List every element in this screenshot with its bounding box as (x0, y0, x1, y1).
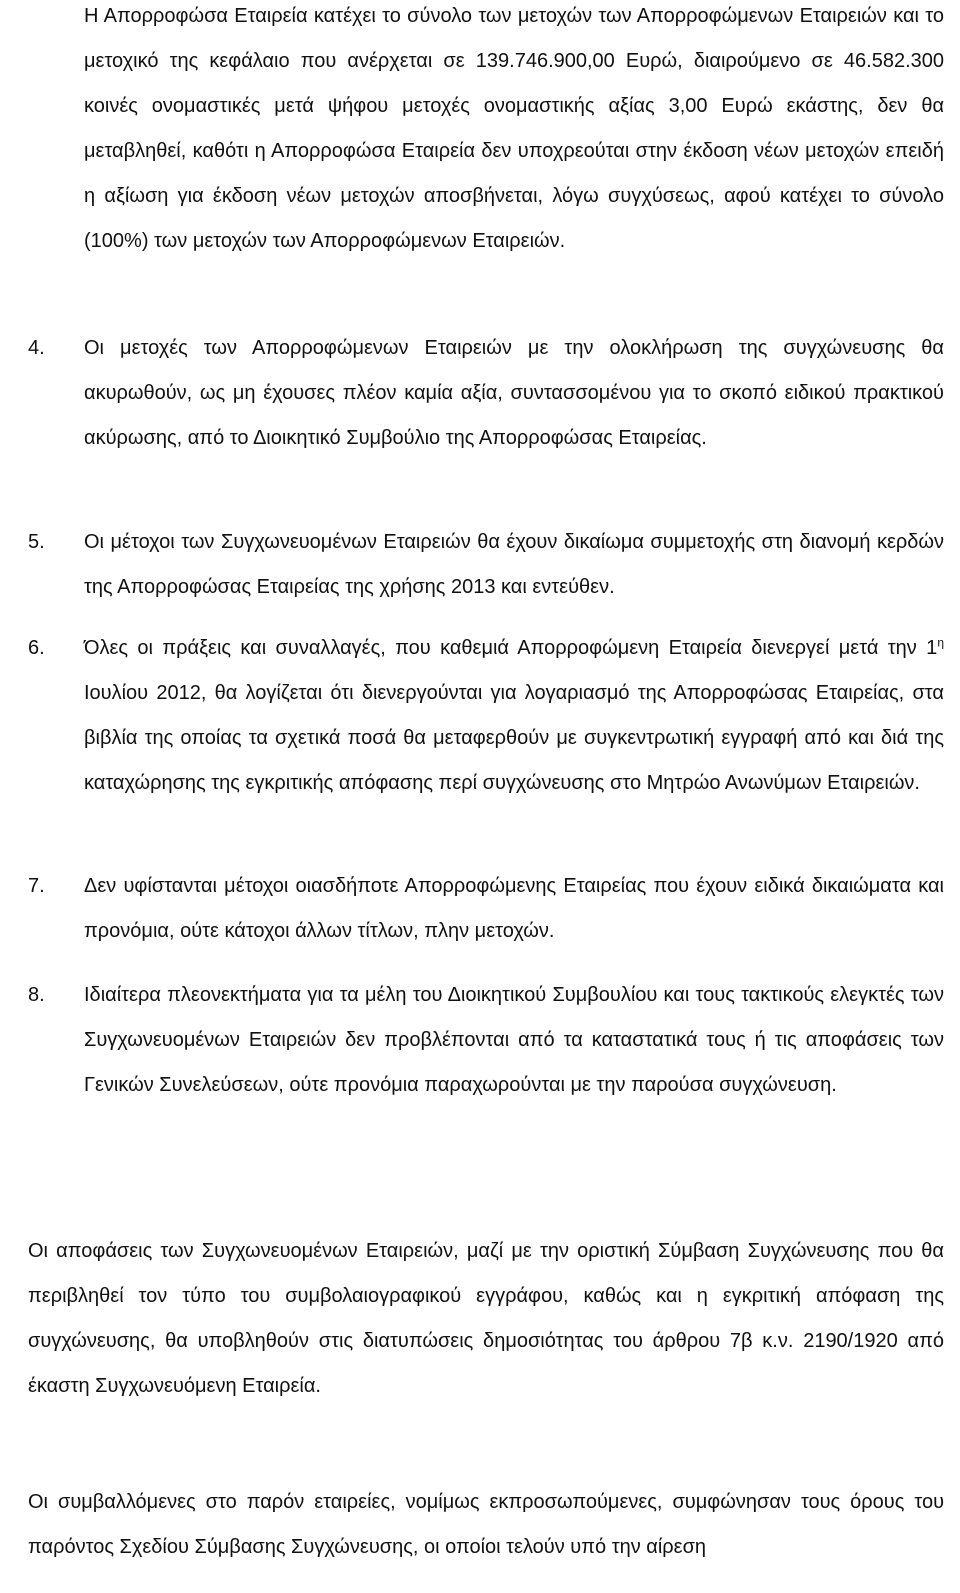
list-item-5 (28, 520, 944, 610)
item-text-part1: Όλες οι πράξεις και συναλλαγές, που καθεμιά Απορροφώμενη Εταιρεία διενεργεί μετά την 1 (84, 637, 938, 659)
item-text: Ιδιαίτερα πλεονεκτήματα για τα μέλη του Διοικητικού Συμβουλίου και τους τακτικούς ελεγκτές των Συγχωνευομένων Εταιρειών δεν προβλέπονται από τα καταστατικά τους ή τις αποφάσεις των Γενικών Συνελεύσεων, ούτε προνόμια παραχωρούνται με την παρούσα συγχώνευση. (84, 984, 944, 1096)
item-number: 6. (28, 637, 45, 659)
list-item-6 (28, 626, 944, 851)
closing-paragraph: Οι αποφάσεις των Συγχωνευομένων Εταιρειών, μαζί με την οριστική Σύμβαση Συγχώνευσης που θα περιβληθεί τον τύπο του συμβολαιογραφικού εγγράφου, καθώς και η εγκριτική απόφαση της συγχώνευσης, θα υποβληθούν στις διατυπώσεις δημοσιότητας του άρθρου 7β κ.ν. 2190/1920 από έκαστη Συγχωνευόμενη Εταιρεία. (28, 1240, 944, 1397)
item-text-part2: Ιουλίου 2012, θα λογίζεται ότι διενεργούνται για λογαριασμό της Απορροφώσας Εταιρείας, στα βιβλία της οποίας τα σχετικά ποσά θα μεταφερθούν με συγκεντρωτική εγγραφή από και διά της καταχώρησης της εγκριτικής απόφασης περί συγχώνευσης στο Μητρώο Ανωνύμων Εταιρειών. (84, 682, 944, 794)
item-number: 4. (28, 337, 45, 359)
final-paragraph: Οι συμβαλλόμενες στο παρόν εταιρείες, νομίμως εκπροσωπούμενες, συμφώνησαν τους όρους του παρόντος Σχεδίου Σύμβασης Συγχώνευσης, οι οποίοι τελούν υπό την αίρεση (28, 1491, 944, 1558)
list-item-7 (28, 864, 944, 954)
item-number: 7. (28, 875, 45, 897)
item-text: Οι μέτοχοι των Συγχωνευομένων Εταιρειών θα έχουν δικαίωμα συμμετοχής στη διανομή κερδών της Απορροφώσας Εταιρείας της χρήσης 2013 και εντεύθεν. (84, 531, 944, 598)
item-text: Οι μετοχές των Απορροφώμενων Εταιρειών με την ολοκλήρωση της συγχώνευσης θα ακυρωθούν, ως μη έχουσες πλέον καμία αξία, συντασσομένου για το σκοπό ειδικού πρακτικού ακύρωσης, από το Διοικητικό Συμβούλιο της Απορροφώσας Εταιρείας. (84, 337, 944, 449)
ordinal-superscript: η (937, 635, 944, 650)
list-item-8 (28, 973, 944, 1153)
item-text: Δεν υφίστανται μέτοχοι οιασδήποτε Απορροφώμενης Εταιρείας που έχουν ειδικά δικαιώματα και προνόμια, ούτε κάτοχοι άλλων τίτλων, πλην μετοχών. (84, 875, 944, 942)
item-text (84, 626, 944, 806)
intro-paragraph: Η Απορροφώσα Εταιρεία κατέχει το σύνολο των μετοχών των Απορροφώμενων Εταιρειών και το μετοχικό της κεφάλαιο που ανέρχεται σε 139.746.900,00 Ευρώ, διαιρούμενο σε 46.582.300 κοινές ονομαστικές μετά ψήφου μετοχές ονομαστικής αξίας 3,00 Ευρώ εκάστης, δεν θα μεταβληθεί, καθότι η Απορροφώσα Εταιρεία δεν υποχρεούται στην έκδοση νέων μετοχών επειδή η αξίωση για έκδοση νέων μετοχών αποσβήνεται, λόγω συγχύσεως, αφού κατέχει το σύνολο (100%) των μετοχών των Απορροφώμενων Εταιρειών. (84, 5, 944, 252)
item-number: 8. (28, 984, 45, 1006)
list-item-4 (28, 326, 944, 506)
item-number: 5. (28, 531, 45, 553)
